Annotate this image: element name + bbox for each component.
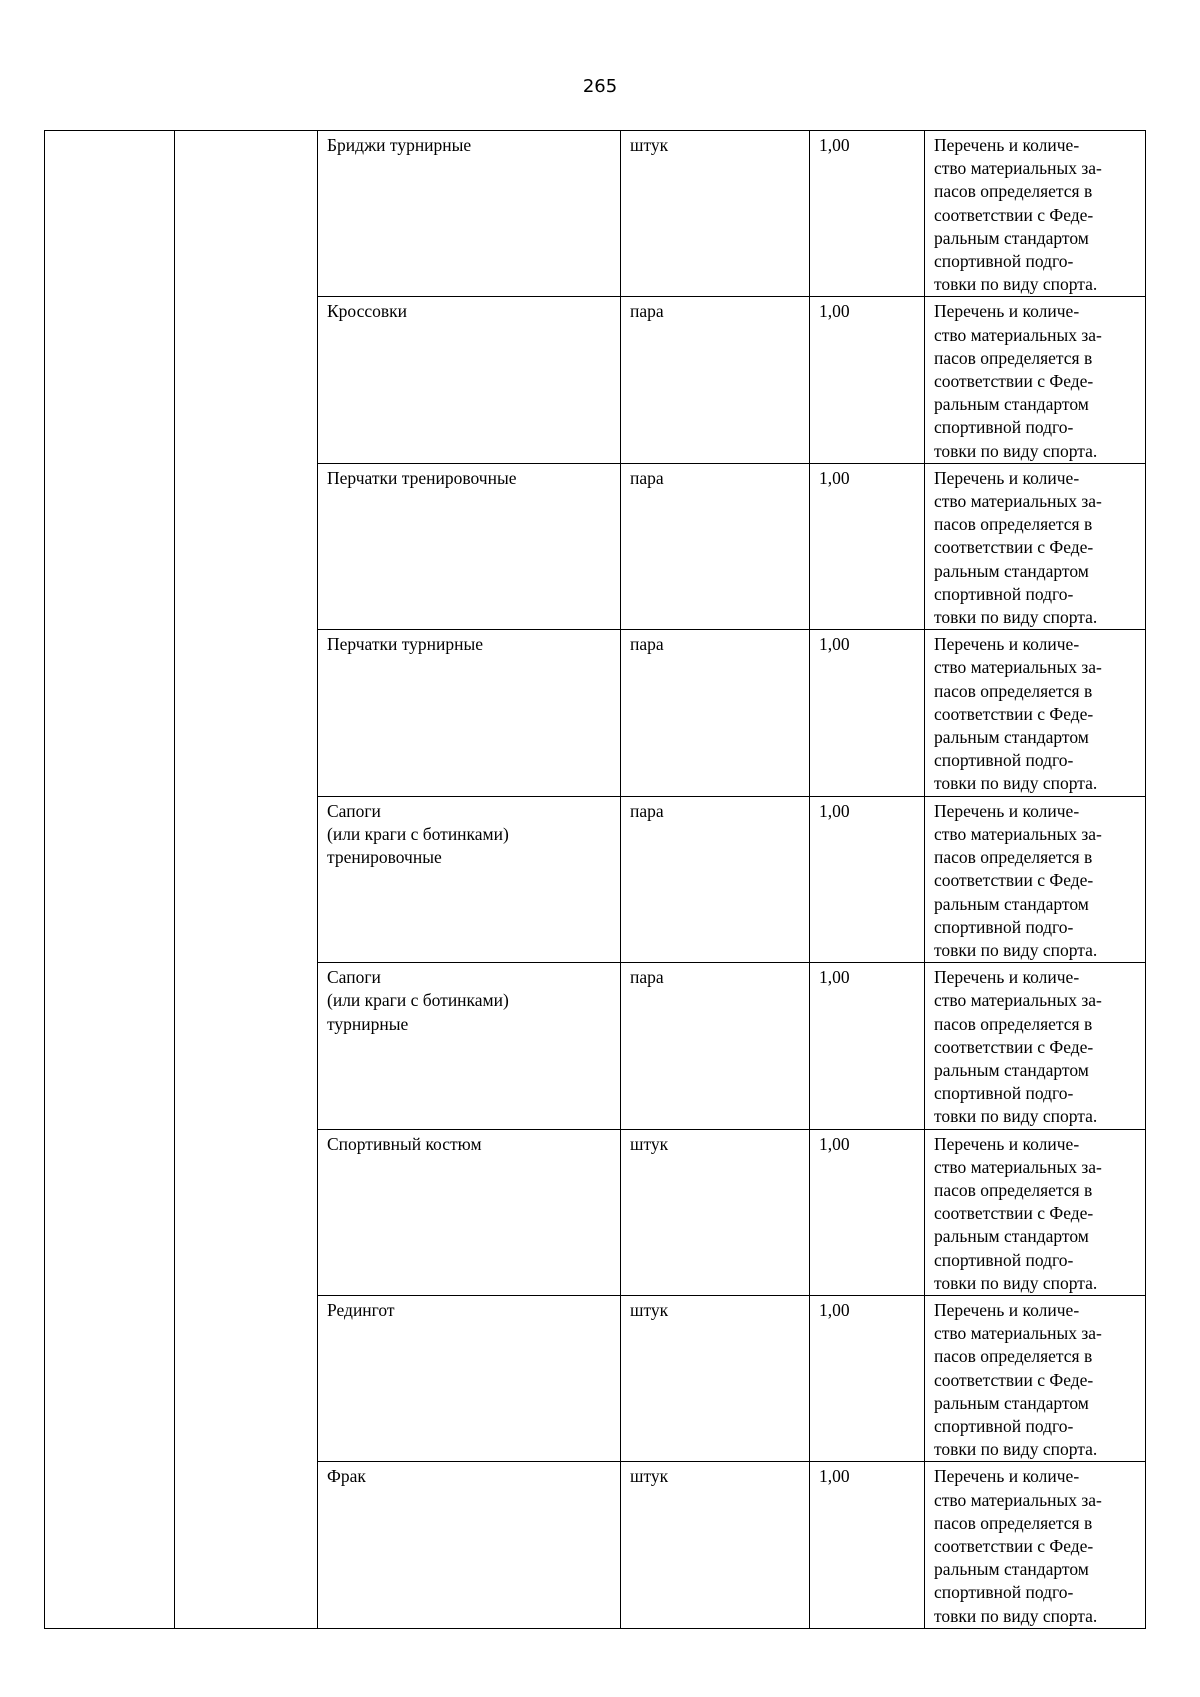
- item-quantity: 1,00: [810, 1295, 925, 1461]
- item-unit: штук: [621, 1295, 810, 1461]
- merged-cell-col2: [175, 131, 318, 1629]
- item-unit: штук: [621, 1129, 810, 1295]
- item-name: Перчатки тренировочные: [318, 463, 621, 629]
- item-name: Кроссовки: [318, 297, 621, 463]
- item-quantity: 1,00: [810, 1129, 925, 1295]
- item-name: Сапоги (или краги с ботинками) тренировочные: [318, 796, 621, 962]
- item-quantity: 1,00: [810, 630, 925, 796]
- page-number: 265: [582, 76, 618, 97]
- item-note: Перечень и количе- ство материальных за- пасов определяется в соответствии с Феде- ральным стандартом спортивной подго- товки по виду спорта.: [925, 1462, 1146, 1628]
- item-name: Спортивный костюм: [318, 1129, 621, 1295]
- item-unit: пара: [621, 463, 810, 629]
- item-name: Редингот: [318, 1295, 621, 1461]
- item-note: Перечень и количе- ство материальных за- пасов определяется в соответствии с Феде- ральным стандартом спортивной подго- товки по виду спорта.: [925, 1129, 1146, 1295]
- item-name: Бриджи турнирные: [318, 131, 621, 297]
- item-name: Перчатки турнирные: [318, 630, 621, 796]
- item-note: Перечень и количе- ство материальных за- пасов определяется в соответствии с Феде- ральным стандартом спортивной подго- товки по виду спорта.: [925, 297, 1146, 463]
- item-unit: штук: [621, 1462, 810, 1628]
- item-quantity: 1,00: [810, 796, 925, 962]
- item-unit: пара: [621, 963, 810, 1129]
- item-note: Перечень и количе- ство материальных за- пасов определяется в соответствии с Феде- ральным стандартом спортивной подго- товки по виду спорта.: [925, 963, 1146, 1129]
- item-unit: пара: [621, 630, 810, 796]
- equipment-table: [44, 130, 1146, 1629]
- item-quantity: 1,00: [810, 463, 925, 629]
- item-quantity: 1,00: [810, 131, 925, 297]
- item-quantity: 1,00: [810, 297, 925, 463]
- item-name: Фрак: [318, 1462, 621, 1628]
- item-note: Перечень и количе- ство материальных за- пасов определяется в соответствии с Феде- ральным стандартом спортивной подго- товки по виду спорта.: [925, 630, 1146, 796]
- item-quantity: 1,00: [810, 963, 925, 1129]
- item-note: Перечень и количе- ство материальных за- пасов определяется в соответствии с Феде- ральным стандартом спортивной подго- товки по виду спорта.: [925, 131, 1146, 297]
- item-name: Сапоги (или краги с ботинками) турнирные: [318, 963, 621, 1129]
- table-row: [45, 131, 1146, 297]
- item-note: Перечень и количе- ство материальных за- пасов определяется в соответствии с Феде- ральным стандартом спортивной подго- товки по виду спорта.: [925, 796, 1146, 962]
- item-quantity: 1,00: [810, 1462, 925, 1628]
- merged-cell-col1: [45, 131, 175, 1629]
- item-unit: пара: [621, 297, 810, 463]
- item-note: Перечень и количе- ство материальных за- пасов определяется в соответствии с Феде- ральным стандартом спортивной подго- товки по виду спорта.: [925, 463, 1146, 629]
- item-unit: штук: [621, 131, 810, 297]
- item-unit: пара: [621, 796, 810, 962]
- item-note: Перечень и количе- ство материальных за- пасов определяется в соответствии с Феде- ральным стандартом спортивной подго- товки по виду спорта.: [925, 1295, 1146, 1461]
